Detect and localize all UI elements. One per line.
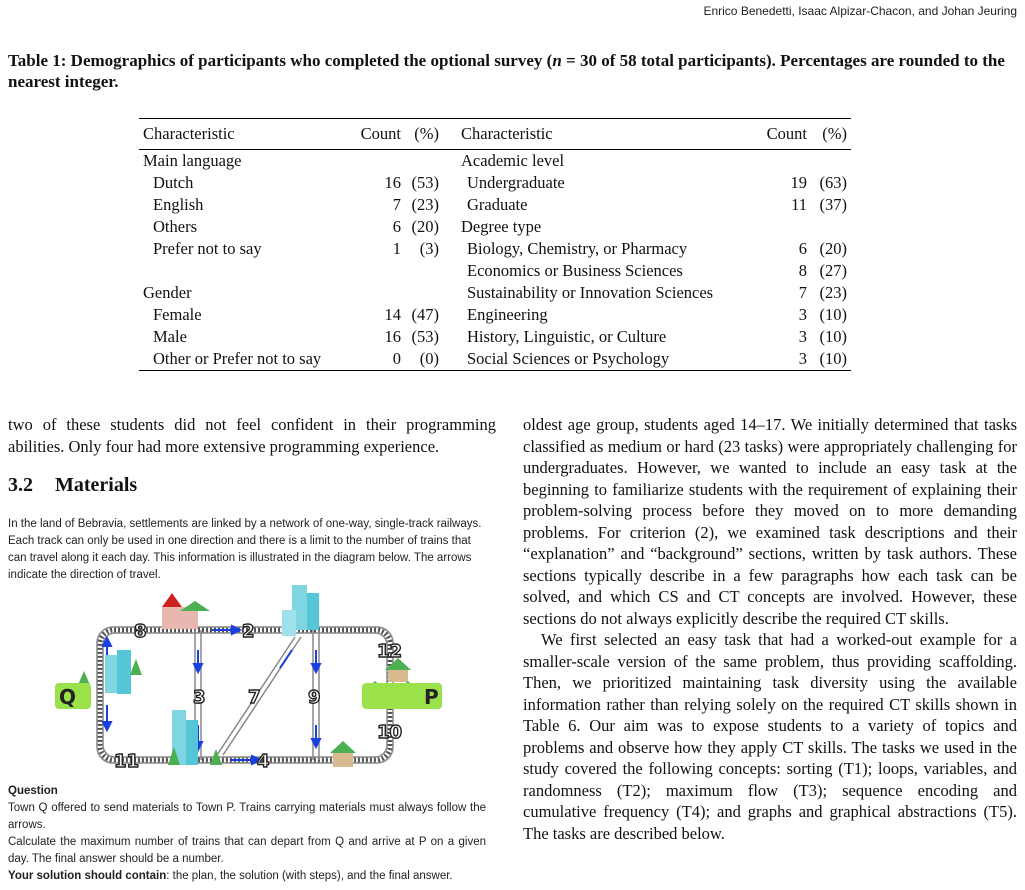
question-heading: Question: [8, 785, 58, 797]
paragraph: oldest age group, students aged 14–17. We initially determined that tasks classified as medium or hard (23 tasks) were appropriately challenging for undergraduates. However, we wanted to include an easy task at the beginning to familiarize students with the requirement of explaining their problem-solving process before they moved on to more demanding problems. For criterion (2), we examined task descriptions and their “explanation” and “background” sections, written by task authors. These sections typically describe in a few paragraphs how each task can be solved, and which CS and CT concepts are involved. However, these sections do not always explicitly describe the required CT skills.: [523, 415, 1017, 628]
question-block: [8, 783, 486, 885]
table-cell: 19: [790, 173, 807, 192]
table-cell: (0): [405, 348, 443, 371]
table-cell: [755, 216, 811, 238]
table-row: [139, 194, 851, 216]
table-cell: 7: [392, 195, 401, 214]
task-description: In the land of Bebravia, settlements are linked by a network of one-way, single-track railways. Each track can only be used in one direction and there is a limit to the number of trains that can travel along it each day. This information is illustrated in the diagram below. The arrows indicate the direction of travel.: [8, 518, 482, 581]
table-row: [139, 260, 851, 282]
col-header: Count: [755, 119, 811, 150]
table-cell: [811, 216, 851, 238]
question-line: Calculate the maximum number of trains that can depart from Q and arrive at P on a given day. The final answer should be a number.: [8, 836, 486, 865]
table-cell: (63): [819, 173, 847, 192]
solution-line: Your solution should contain: the plan, the solution (with steps), and the final answer.: [8, 870, 453, 882]
col-header: Count: [347, 119, 405, 150]
paragraph: We first selected an easy task that had a worked-out example for a smaller-scale version of the same problem, thus providing scaffolding. Then, we prioritized maintaining task diversity using the available information rather than relying solely on the required CT skills shown in Table 6. Our aim was to expose students to a variety of topics and problems and observe how they apply CT skills. The tasks we used in the study covered the following concepts: sorting (T1); loops, variables, and randomness (T2); maximum flow (T3); sequence encoding and cumulative frequency (T4); and graphs and graphical abstractions (T5). The tasks are described below.: [523, 630, 1017, 843]
table-cell: Female: [153, 305, 202, 324]
table-cell: (20): [819, 239, 847, 258]
table-cell: (10): [819, 305, 847, 324]
table-cell: 1: [392, 239, 401, 258]
table-cell: [405, 282, 443, 304]
col-header: (%): [811, 119, 851, 150]
table-cell: 16: [384, 327, 401, 346]
table-cell: [347, 260, 405, 282]
capacity-label: 7: [248, 687, 261, 708]
table-row: [139, 304, 851, 326]
table-row: [139, 150, 851, 173]
capacity-label: 3: [193, 687, 206, 708]
capacity-label: 12: [377, 641, 403, 662]
col-header: (%): [405, 119, 443, 150]
table-cell: (53): [411, 173, 439, 192]
table-cell: Gender: [143, 283, 192, 302]
table-cell: [139, 260, 347, 282]
table-cell: [405, 150, 443, 173]
table-cell: (53): [411, 327, 439, 346]
table-cell: 8: [798, 261, 807, 280]
section-heading: 3.2 Materials: [8, 474, 138, 496]
demographics-table: [139, 118, 851, 371]
col-header: Characteristic: [139, 119, 347, 150]
col-header: Characteristic: [443, 119, 755, 150]
table-row: [139, 238, 851, 260]
capacity-label: 9: [308, 687, 321, 708]
table-cell: Other or Prefer not to say: [139, 348, 347, 371]
running-header: Enrico Benedetti, Isaac Alpizar-Chacon, and Johan Jeuring: [703, 4, 1017, 18]
table-cell: 3: [798, 305, 807, 324]
table-cell: 6: [798, 239, 807, 258]
table-caption: Table 1: Demographics of participants who completed the optional survey (n = 30 of 58 total participants). Percentages are rounded to the nearest integer.: [8, 51, 1005, 91]
table-cell: [405, 260, 443, 282]
table-cell: (27): [819, 261, 847, 280]
table-cell: (3): [419, 239, 439, 258]
table-cell: 6: [392, 217, 401, 236]
table-cell: (10): [819, 327, 847, 346]
table-header-row: [139, 119, 851, 150]
table-cell: 11: [791, 195, 807, 214]
railway-diagram: [50, 575, 460, 780]
body-text-right: [523, 414, 1017, 844]
table-cell: 3: [755, 348, 811, 371]
town-p-label: P: [424, 685, 439, 709]
table-cell: Graduate: [467, 195, 528, 214]
table-cell: English: [153, 195, 204, 214]
table-cell: (23): [411, 195, 439, 214]
capacity-label: 11: [114, 751, 140, 772]
table-cell: Prefer not to say: [153, 239, 262, 258]
table-cell: (37): [819, 195, 847, 214]
table-cell: Academic level: [461, 151, 565, 170]
table-cell: Sustainability or Innovation Sciences: [467, 283, 714, 302]
table-cell: [755, 150, 811, 173]
body-text-left: two of these students did not feel confident in their programming abilities. Only four had more extensive programming experience.: [8, 415, 496, 456]
table-cell: History, Linguistic, or Culture: [467, 327, 667, 346]
table-cell: Main language: [143, 151, 242, 170]
table-cell: 14: [384, 305, 401, 324]
table-cell: 3: [798, 327, 807, 346]
capacity-label: 8: [134, 621, 147, 642]
table-cell: Undergraduate: [467, 173, 565, 192]
table-cell: Social Sciences or Psychology: [443, 348, 755, 371]
table-cell: (23): [819, 283, 847, 302]
table-row: [139, 216, 851, 238]
table-row: [139, 348, 851, 371]
table-cell: Male: [153, 327, 187, 346]
table-cell: Others: [153, 217, 197, 236]
table-cell: 16: [384, 173, 401, 192]
table-cell: [347, 282, 405, 304]
capacity-label: 10: [377, 722, 403, 743]
table-cell: Degree type: [461, 217, 542, 236]
table-row: [139, 172, 851, 194]
table-cell: (10): [811, 348, 851, 371]
table-cell: 0: [347, 348, 405, 371]
table-cell: Biology, Chemistry, or Pharmacy: [467, 239, 688, 258]
table-row: [139, 282, 851, 304]
table-cell: Economics or Business Sciences: [467, 261, 683, 280]
capacity-label: 4: [257, 751, 270, 772]
table-cell: Dutch: [153, 173, 194, 192]
table-cell: (20): [411, 217, 439, 236]
capacity-label: 2: [242, 621, 255, 642]
table-cell: Engineering: [467, 305, 548, 324]
table-row: [139, 326, 851, 348]
question-line: Town Q offered to send materials to Town P. Trains carrying materials must always follow the arrows.: [8, 802, 486, 831]
table-cell: [811, 150, 851, 173]
table-cell: (47): [411, 305, 439, 324]
table-cell: 7: [798, 283, 807, 302]
town-q-label: Q: [59, 685, 77, 709]
table-cell: [347, 150, 405, 173]
